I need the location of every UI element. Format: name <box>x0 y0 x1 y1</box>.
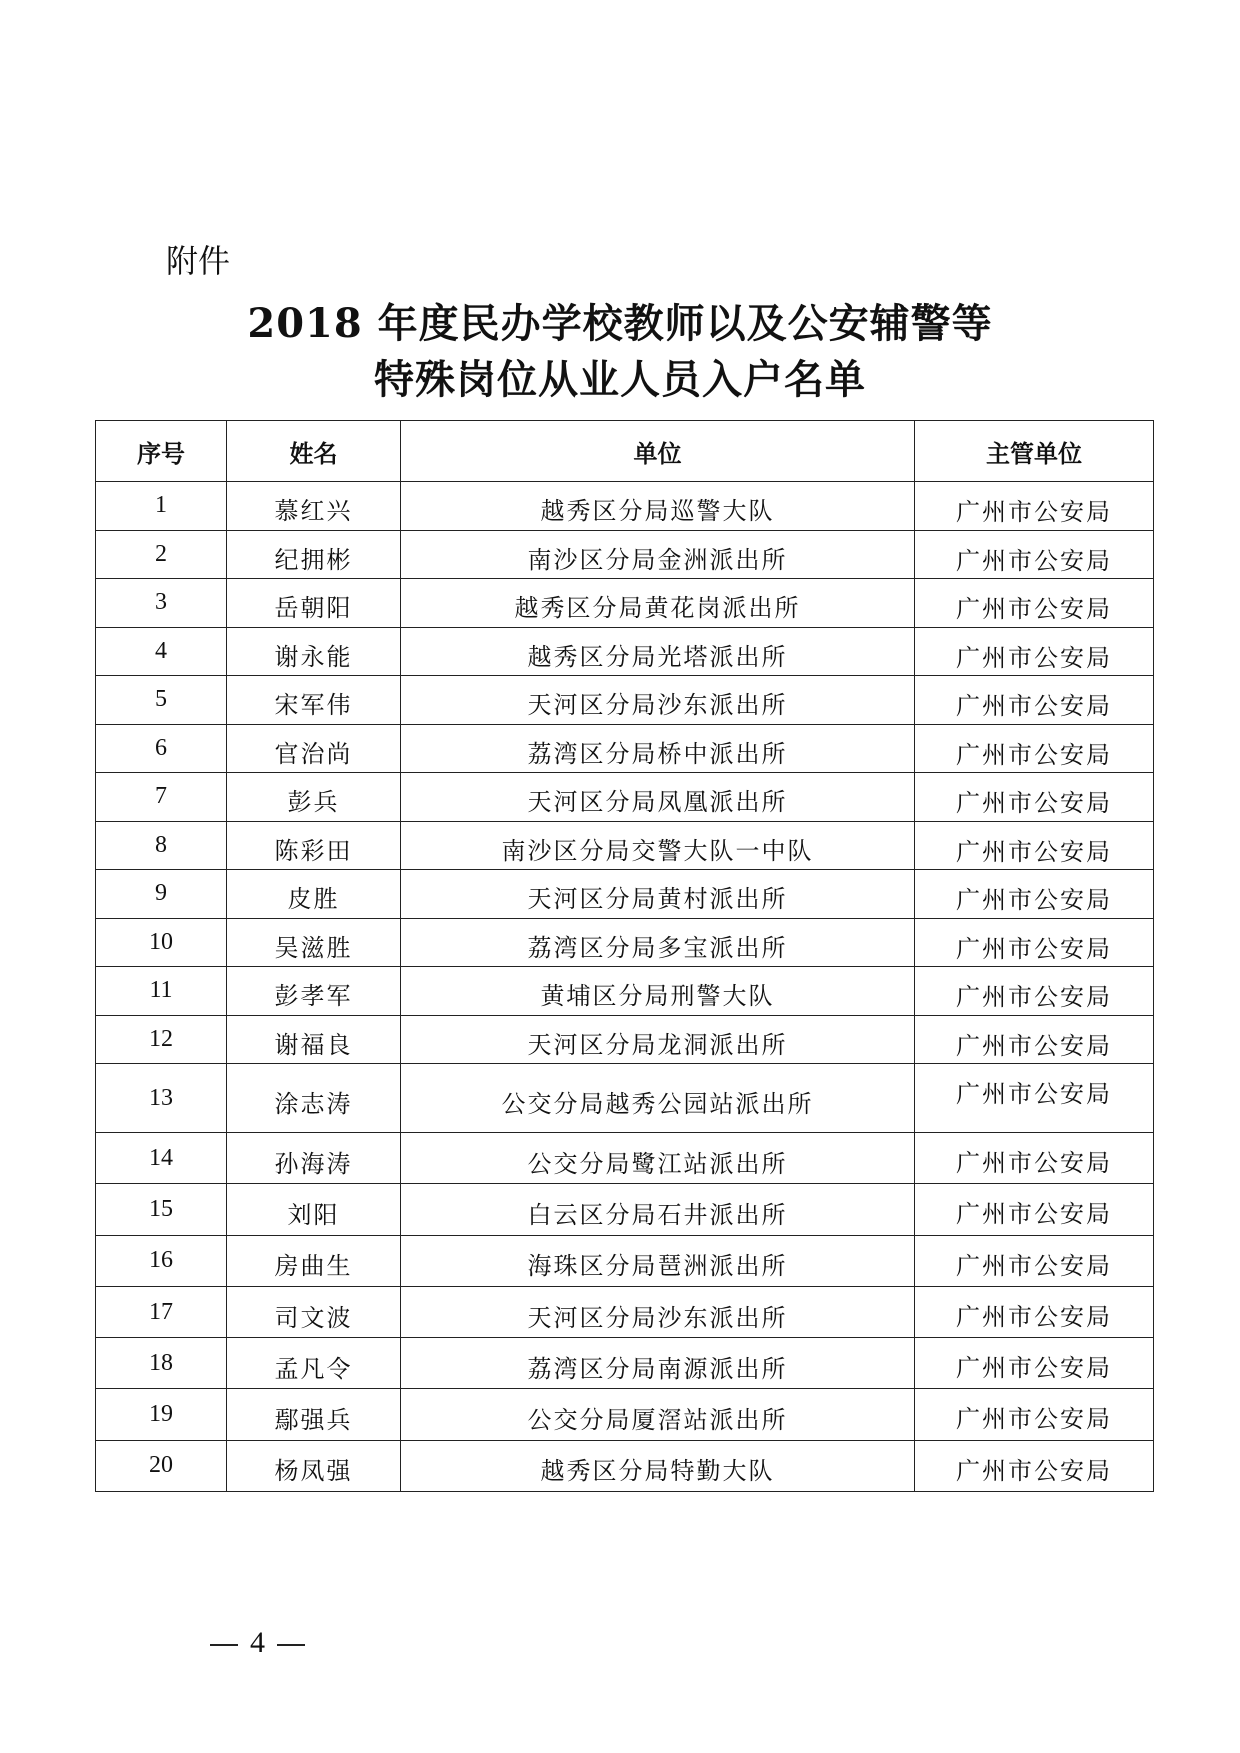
cell-supervisor: 广州市公安局 <box>915 967 1154 1016</box>
cell-unit: 越秀区分局特勤大队 <box>401 1440 915 1491</box>
cell-supervisor: 广州市公安局 <box>915 773 1154 822</box>
table-row <box>96 918 1154 967</box>
cell-unit: 黄埔区分局刑警大队 <box>401 967 915 1016</box>
header-name: 姓名 <box>227 421 401 482</box>
header-supervisor: 主管单位 <box>915 421 1154 482</box>
cell-supervisor: 广州市公安局 <box>915 1184 1154 1235</box>
cell-name: 彭孝军 <box>227 967 401 1016</box>
cell-serial: 2 <box>96 530 227 579</box>
cell-name: 宋军伟 <box>227 676 401 725</box>
cell-unit: 南沙区分局金洲派出所 <box>401 530 915 579</box>
roster-table <box>95 420 1154 1492</box>
cell-unit: 南沙区分局交警大队一中队 <box>401 821 915 870</box>
cell-serial: 1 <box>96 482 227 531</box>
cell-unit: 荔湾区分局南源派出所 <box>401 1338 915 1389</box>
cell-name: 杨凤强 <box>227 1440 401 1491</box>
page-number-value: 4 <box>250 1626 265 1659</box>
table-row <box>96 579 1154 628</box>
table-header-row <box>96 421 1154 482</box>
dash-right <box>277 1644 305 1646</box>
table-row <box>96 821 1154 870</box>
cell-serial: 11 <box>96 967 227 1016</box>
cell-serial: 18 <box>96 1338 227 1389</box>
table-row <box>96 967 1154 1016</box>
cell-name: 陈彩田 <box>227 821 401 870</box>
cell-serial: 8 <box>96 821 227 870</box>
table-row <box>96 1064 1154 1133</box>
cell-name: 孙海涛 <box>227 1133 401 1184</box>
table-row <box>96 482 1154 531</box>
table-body <box>96 482 1154 1492</box>
cell-name: 司文波 <box>227 1286 401 1337</box>
table-row <box>96 1235 1154 1286</box>
cell-name: 彭兵 <box>227 773 401 822</box>
cell-serial: 5 <box>96 676 227 725</box>
cell-name: 涂志涛 <box>227 1064 401 1133</box>
header-serial: 序号 <box>96 421 227 482</box>
table-row <box>96 627 1154 676</box>
cell-serial: 3 <box>96 579 227 628</box>
cell-supervisor: 广州市公安局 <box>915 1064 1154 1133</box>
cell-serial: 10 <box>96 918 227 967</box>
cell-supervisor: 广州市公安局 <box>915 1015 1154 1064</box>
cell-supervisor: 广州市公安局 <box>915 870 1154 919</box>
cell-serial: 19 <box>96 1389 227 1440</box>
cell-supervisor: 广州市公安局 <box>915 530 1154 579</box>
cell-unit: 越秀区分局黄花岗派出所 <box>401 579 915 628</box>
cell-unit: 天河区分局沙东派出所 <box>401 1286 915 1337</box>
cell-name: 刘阳 <box>227 1184 401 1235</box>
cell-supervisor: 广州市公安局 <box>915 918 1154 967</box>
cell-serial: 16 <box>96 1235 227 1286</box>
table-row <box>96 724 1154 773</box>
cell-serial: 14 <box>96 1133 227 1184</box>
cell-supervisor: 广州市公安局 <box>915 1235 1154 1286</box>
cell-unit: 越秀区分局光塔派出所 <box>401 627 915 676</box>
table-row <box>96 1440 1154 1491</box>
cell-serial: 12 <box>96 1015 227 1064</box>
cell-supervisor: 广州市公安局 <box>915 724 1154 773</box>
table-row <box>96 1389 1154 1440</box>
cell-supervisor: 广州市公安局 <box>915 1389 1154 1440</box>
cell-serial: 13 <box>96 1064 227 1133</box>
cell-unit: 公交分局厦滘站派出所 <box>401 1389 915 1440</box>
cell-name: 岳朝阳 <box>227 579 401 628</box>
title-line-1: 2018 年度民办学校教师以及公安辅警等 <box>247 300 993 347</box>
cell-unit: 天河区分局龙洞派出所 <box>401 1015 915 1064</box>
cell-unit: 白云区分局石井派出所 <box>401 1184 915 1235</box>
cell-name: 纪拥彬 <box>227 530 401 579</box>
cell-name: 谢永能 <box>227 627 401 676</box>
cell-name: 谢福良 <box>227 1015 401 1064</box>
cell-name: 鄢强兵 <box>227 1389 401 1440</box>
dash-left <box>210 1644 238 1646</box>
title-line-2: 特殊岗位从业人员入户名单 <box>374 356 866 403</box>
table-row <box>96 676 1154 725</box>
cell-name: 慕红兴 <box>227 482 401 531</box>
table-row <box>96 1184 1154 1235</box>
cell-name: 皮胜 <box>227 870 401 919</box>
cell-unit: 海珠区分局琶洲派出所 <box>401 1235 915 1286</box>
cell-name: 房曲生 <box>227 1235 401 1286</box>
cell-serial: 20 <box>96 1440 227 1491</box>
cell-unit: 天河区分局沙东派出所 <box>401 676 915 725</box>
cell-name: 官治尚 <box>227 724 401 773</box>
cell-supervisor: 广州市公安局 <box>915 1133 1154 1184</box>
cell-serial: 15 <box>96 1184 227 1235</box>
cell-supervisor: 广州市公安局 <box>915 482 1154 531</box>
cell-unit: 公交分局越秀公园站派出所 <box>401 1064 915 1133</box>
table-row <box>96 1133 1154 1184</box>
table-row <box>96 870 1154 919</box>
cell-serial: 6 <box>96 724 227 773</box>
header-unit: 单位 <box>401 421 915 482</box>
cell-serial: 9 <box>96 870 227 919</box>
cell-unit: 荔湾区分局桥中派出所 <box>401 724 915 773</box>
cell-serial: 7 <box>96 773 227 822</box>
cell-serial: 17 <box>96 1286 227 1337</box>
attachment-label: 附件 <box>166 242 231 280</box>
cell-supervisor: 广州市公安局 <box>915 579 1154 628</box>
cell-supervisor: 广州市公安局 <box>915 1440 1154 1491</box>
table-row <box>96 1286 1154 1337</box>
cell-name: 吴滋胜 <box>227 918 401 967</box>
cell-unit: 越秀区分局巡警大队 <box>401 482 915 531</box>
table-row <box>96 1338 1154 1389</box>
cell-supervisor: 广州市公安局 <box>915 1338 1154 1389</box>
cell-name: 孟凡令 <box>227 1338 401 1389</box>
cell-supervisor: 广州市公安局 <box>915 676 1154 725</box>
table-row <box>96 1015 1154 1064</box>
document-title <box>0 296 1240 408</box>
cell-unit: 天河区分局黄村派出所 <box>401 870 915 919</box>
page-number <box>198 1626 317 1660</box>
cell-unit: 公交分局鹭江站派出所 <box>401 1133 915 1184</box>
table-row <box>96 530 1154 579</box>
cell-supervisor: 广州市公安局 <box>915 821 1154 870</box>
cell-unit: 天河区分局凤凰派出所 <box>401 773 915 822</box>
cell-unit: 荔湾区分局多宝派出所 <box>401 918 915 967</box>
cell-supervisor: 广州市公安局 <box>915 627 1154 676</box>
cell-supervisor: 广州市公安局 <box>915 1286 1154 1337</box>
table-row <box>96 773 1154 822</box>
cell-serial: 4 <box>96 627 227 676</box>
